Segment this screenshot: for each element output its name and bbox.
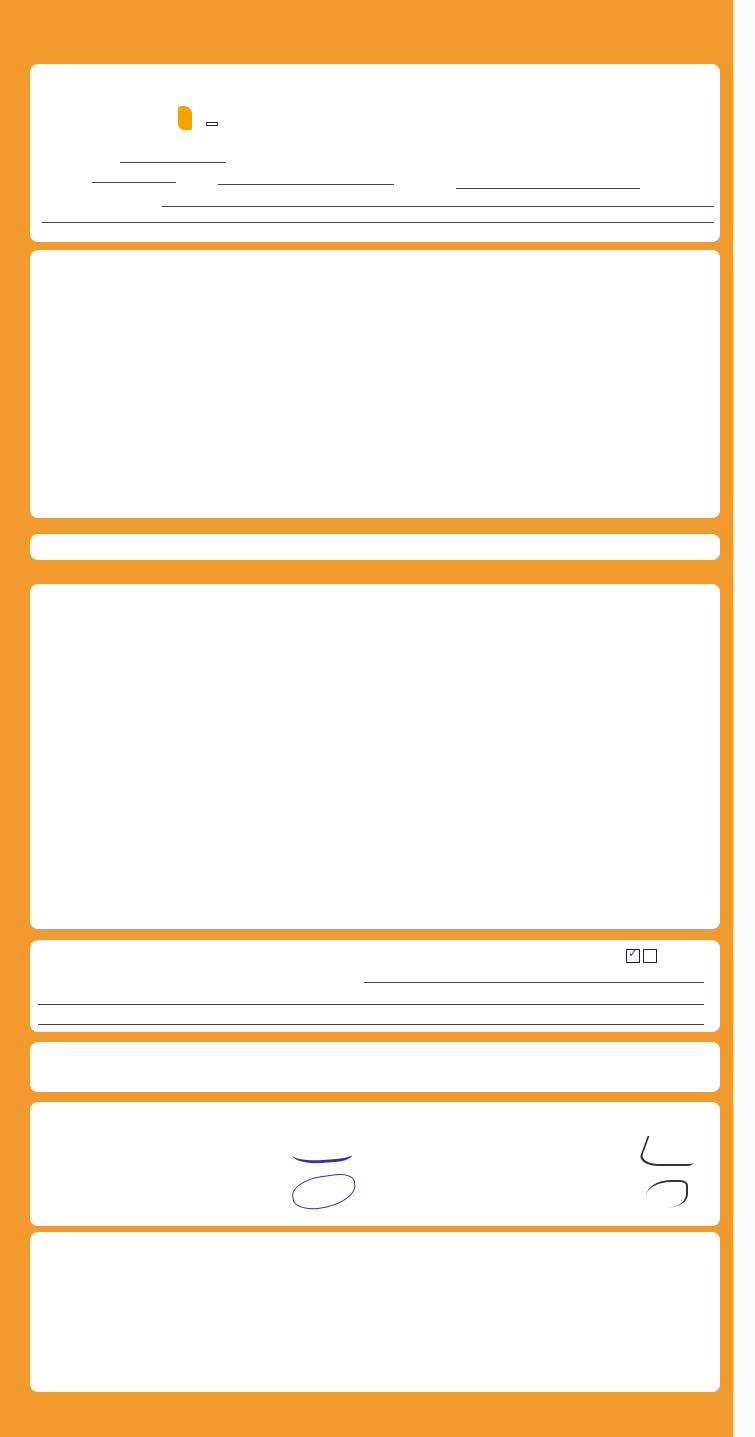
header-panel (30, 64, 720, 242)
escrutador2-signature-icon (646, 1180, 688, 1208)
cierre-panel (30, 1042, 720, 1092)
barcode (573, 122, 713, 140)
secretario-signature-icon (637, 1136, 704, 1166)
side-instruction (2, 545, 32, 985)
incidentes-panel (30, 940, 720, 1032)
representantes-panel (30, 1232, 720, 1392)
cee-logo (44, 102, 204, 136)
no-checkbox[interactable] (643, 949, 657, 963)
resultados-panel (30, 584, 720, 929)
acta-subtitle (206, 122, 218, 126)
constar-panel (30, 250, 720, 518)
escrutador1-signature-icon (290, 1172, 358, 1213)
si-no-boxes (626, 948, 657, 963)
si-checkbox[interactable] (626, 946, 640, 963)
urna-panel (30, 534, 720, 560)
presidente-signature-icon (291, 1140, 352, 1165)
mesa-panel (30, 1102, 720, 1226)
nuevo-leon-map-icon (178, 106, 192, 130)
check-mark-icon: ✓ (628, 946, 639, 961)
perforated-edge (733, 0, 755, 1437)
